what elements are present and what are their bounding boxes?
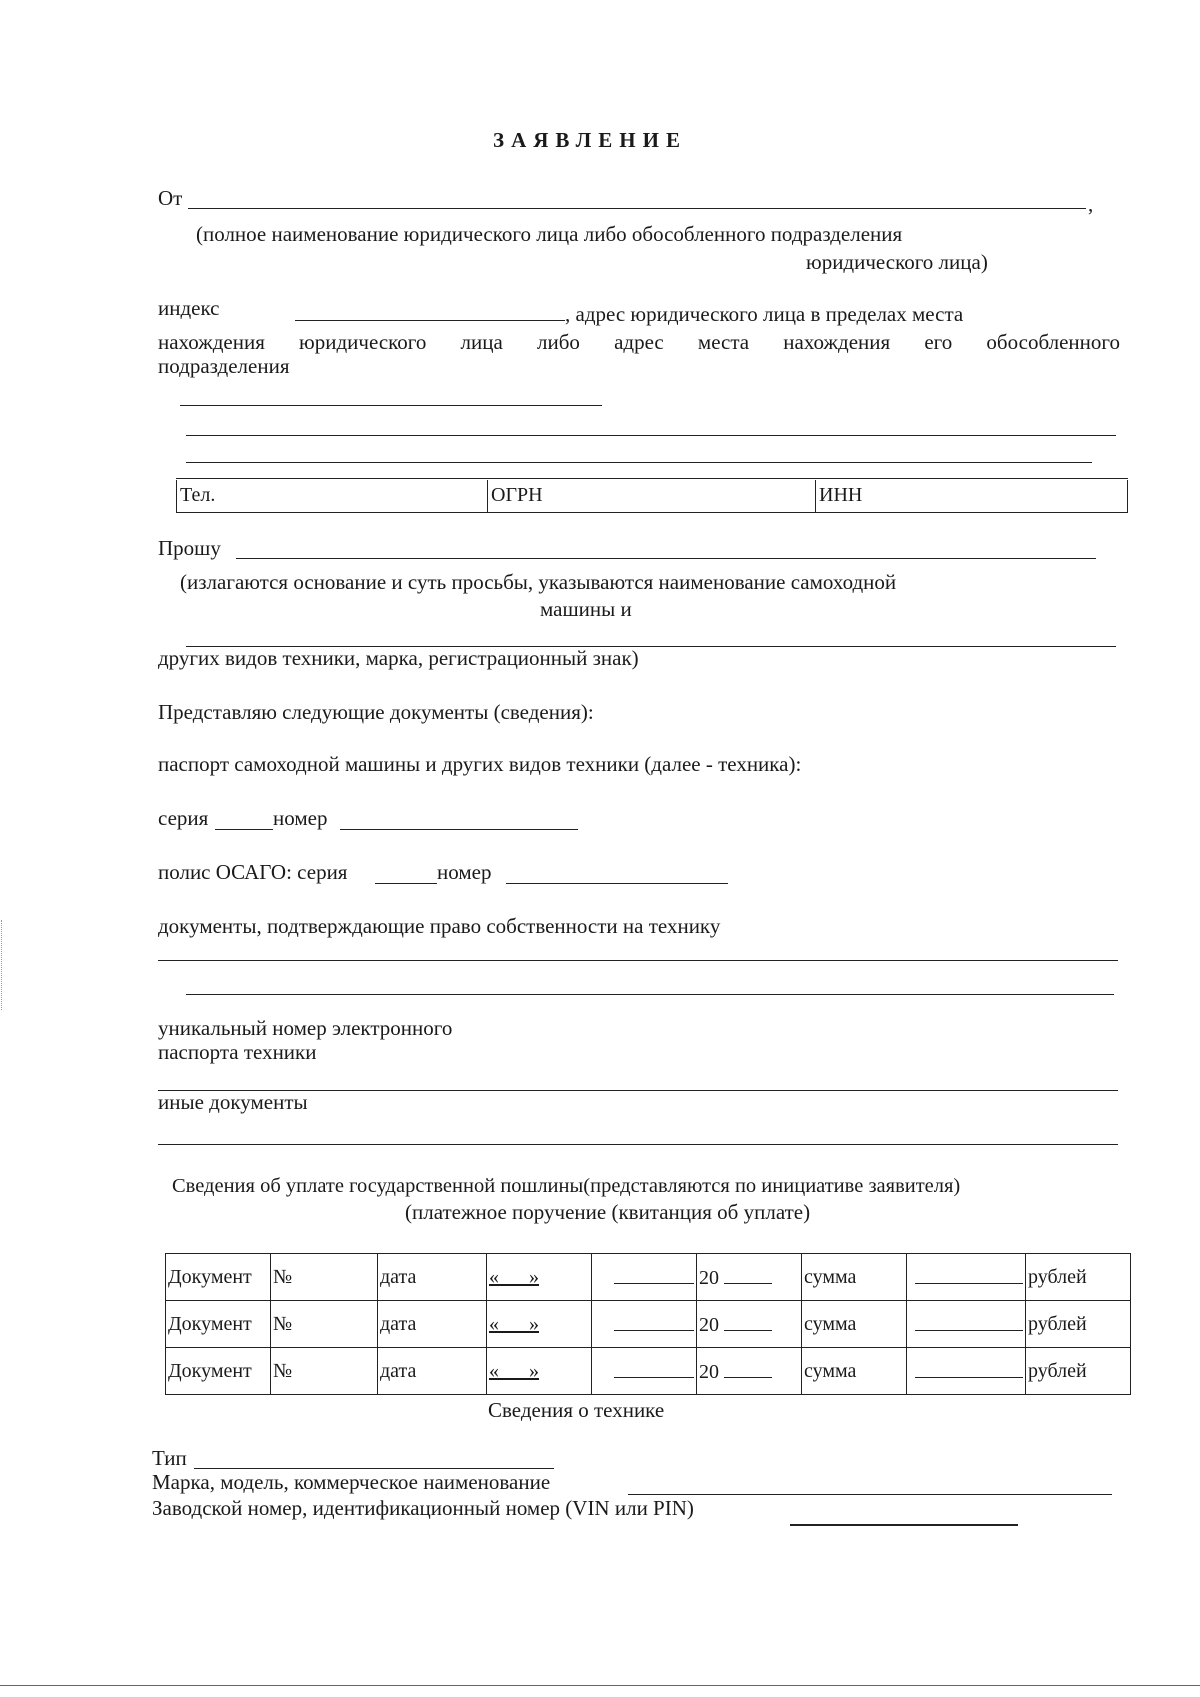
doc-cell: Документ <box>166 1348 271 1395</box>
from-label: От <box>158 186 183 210</box>
inn-label: ИНН <box>819 484 863 506</box>
year-prefix: 20 <box>699 1360 719 1383</box>
passport-series-label: серия <box>158 806 209 830</box>
index-label: индекс <box>158 296 220 320</box>
number-cell[interactable]: № <box>271 1301 378 1348</box>
inn-cell[interactable] <box>815 480 1127 512</box>
ogrn-cell[interactable] <box>487 480 819 512</box>
passport-number-label: номер <box>273 806 328 830</box>
other-docs-label: иные документы <box>158 1090 308 1114</box>
day-field[interactable] <box>489 1313 539 1335</box>
table-row <box>166 1301 1131 1348</box>
from-field[interactable] <box>188 208 1086 209</box>
date-label-cell: дата <box>378 1348 487 1395</box>
passport-number-field[interactable] <box>340 829 578 830</box>
currency-cell: рублей <box>1026 1301 1131 1348</box>
request-hint-1: (излагаются основание и суть просьбы, указываются наименование самоходной <box>180 570 897 594</box>
request-hint-2: машины и <box>540 597 632 621</box>
sum-label-cell: сумма <box>802 1301 907 1348</box>
sum-cell[interactable] <box>907 1254 1026 1301</box>
address-line-1: , адрес юридического лица в пределах места <box>565 302 964 326</box>
osago-series-label: полис ОСАГО: серия <box>158 860 348 884</box>
scan-edge-mark <box>1 920 4 1010</box>
sum-label-cell: сумма <box>802 1348 907 1395</box>
doc-cell: Документ <box>166 1254 271 1301</box>
address-field-1[interactable] <box>180 405 602 406</box>
request-label: Прошу <box>158 536 221 560</box>
year-cell[interactable] <box>697 1301 802 1348</box>
date-label-cell: дата <box>378 1301 487 1348</box>
sum-field[interactable] <box>915 1265 1023 1284</box>
quote-close: » <box>529 1265 539 1288</box>
osago-number-field[interactable] <box>506 883 728 884</box>
doc-cell: Документ <box>166 1301 271 1348</box>
from-hint-1: (полное наименование юридического лица либо обособленного подразделения <box>196 222 903 246</box>
number-cell[interactable]: № <box>271 1254 378 1301</box>
request-hint-3: других видов техники, марка, регистрационный знак) <box>158 646 639 670</box>
date-label-cell: дата <box>378 1254 487 1301</box>
vehicle-type-label: Тип <box>152 1446 187 1470</box>
ownership-field-2[interactable] <box>186 994 1114 995</box>
document-title: ЗАЯВЛЕНИЕ <box>493 128 687 152</box>
vehicle-heading: Сведения о технике <box>488 1398 665 1422</box>
year-field[interactable] <box>724 1359 772 1378</box>
month-field[interactable] <box>614 1359 694 1378</box>
year-cell[interactable] <box>697 1348 802 1395</box>
month-cell[interactable] <box>592 1301 697 1348</box>
vehicle-model-field[interactable] <box>628 1494 1112 1495</box>
sum-cell[interactable] <box>907 1301 1026 1348</box>
fee-table <box>165 1253 1131 1395</box>
year-prefix: 20 <box>699 1313 719 1336</box>
table-row <box>166 1254 1131 1301</box>
month-field[interactable] <box>614 1265 694 1284</box>
fee-heading-1: Сведения об уплате государственной пошлины(представляются по инициативе заявителя) <box>172 1175 961 1197</box>
ogrn-label: ОГРН <box>491 484 543 506</box>
number-cell[interactable]: № <box>271 1348 378 1395</box>
other-docs-field[interactable] <box>158 1144 1118 1145</box>
ownership-field-1[interactable] <box>158 960 1118 961</box>
quote-open: « <box>489 1265 499 1288</box>
sum-field[interactable] <box>915 1359 1023 1378</box>
year-field[interactable] <box>724 1312 772 1331</box>
phone-cell[interactable] <box>177 480 490 512</box>
osago-series-field[interactable] <box>375 883 437 884</box>
index-field[interactable] <box>295 320 565 321</box>
day-field[interactable] <box>489 1360 539 1382</box>
quote-close: » <box>529 1312 539 1335</box>
month-field[interactable] <box>614 1312 694 1331</box>
address-field-2[interactable] <box>186 435 1116 436</box>
passport-label: паспорт самоходной машины и других видов техники (далее - техника): <box>158 752 802 776</box>
vehicle-serial-label: Заводской номер, идентификационный номер (VIN или PIN) <box>152 1496 694 1520</box>
address-line-3: подразделения <box>158 354 290 378</box>
sum-field[interactable] <box>915 1312 1023 1331</box>
day-cell[interactable] <box>487 1348 592 1395</box>
from-hint-2: юридического лица) <box>806 250 988 274</box>
request-field[interactable] <box>236 558 1096 559</box>
day-cell[interactable] <box>487 1254 592 1301</box>
epassport-label-2: паспорта техники <box>158 1040 317 1064</box>
address-field-3[interactable] <box>186 462 1092 463</box>
sum-cell[interactable] <box>907 1348 1026 1395</box>
vehicle-type-field[interactable] <box>194 1468 554 1469</box>
documents-intro: Представляю следующие документы (сведения): <box>158 700 594 724</box>
quote-open: « <box>489 1359 499 1382</box>
passport-series-field[interactable] <box>215 829 273 830</box>
quote-close: » <box>529 1359 539 1382</box>
day-cell[interactable] <box>487 1301 592 1348</box>
epassport-label-1: уникальный номер электронного <box>158 1016 453 1040</box>
contact-row-top-border <box>176 478 1128 479</box>
year-prefix: 20 <box>699 1266 719 1289</box>
contact-row <box>176 480 1128 513</box>
ownership-label: документы, подтверждающие право собственности на технику <box>158 914 721 938</box>
phone-label: Тел. <box>180 484 216 506</box>
month-cell[interactable] <box>592 1348 697 1395</box>
address-line-2: нахождения юридического лица либо адрес места нахождения его обособленного <box>158 330 1120 354</box>
table-row <box>166 1348 1131 1395</box>
currency-cell: рублей <box>1026 1254 1131 1301</box>
day-field[interactable] <box>489 1266 539 1288</box>
vehicle-model-label: Марка, модель, коммерческое наименование <box>152 1470 551 1494</box>
vehicle-serial-field[interactable] <box>790 1524 1018 1526</box>
sum-label-cell: сумма <box>802 1254 907 1301</box>
currency-cell: рублей <box>1026 1348 1131 1395</box>
year-cell[interactable] <box>697 1254 802 1301</box>
quote-open: « <box>489 1312 499 1335</box>
year-field[interactable] <box>724 1265 772 1284</box>
fee-heading-2: (платежное поручение (квитанция об уплате) <box>405 1200 811 1224</box>
from-comma: , <box>1088 192 1094 216</box>
osago-number-label: номер <box>437 860 492 884</box>
page-bottom-edge <box>0 1685 1200 1686</box>
month-cell[interactable] <box>592 1254 697 1301</box>
